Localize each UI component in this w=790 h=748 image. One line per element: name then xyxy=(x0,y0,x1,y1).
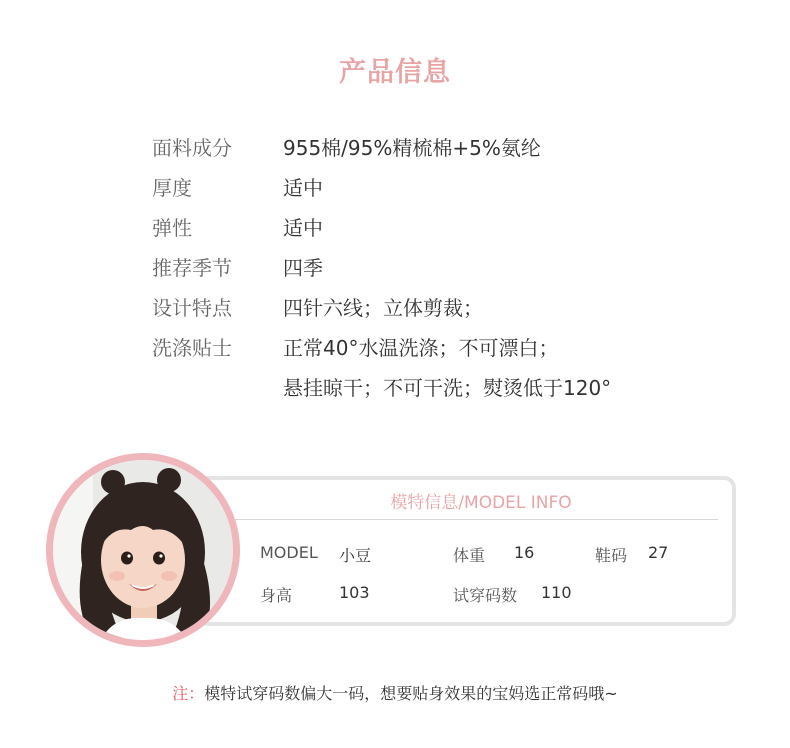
spec-value: 适中 xyxy=(283,176,323,200)
model-info-card xyxy=(196,476,736,626)
spec-row-thickness xyxy=(152,173,611,213)
model-info-heading: 模特信息/MODEL INFO xyxy=(390,493,572,513)
spec-value: 955棉/95%精梳棉+5%氨纶 xyxy=(283,136,541,160)
spec-row-design xyxy=(152,293,611,333)
model-info-divider xyxy=(224,519,718,520)
spec-value: 四针六线；立体剪裁； xyxy=(283,296,483,320)
spec-row-washing xyxy=(152,333,611,373)
model-trial-size-label: 试穿码数 xyxy=(453,586,518,605)
spec-label: 设计特点 xyxy=(152,296,232,320)
model-name-label: MODEL xyxy=(260,543,318,562)
spec-row-season xyxy=(152,253,611,293)
model-shoe-value: 27 xyxy=(648,543,669,562)
model-height-value: 103 xyxy=(339,583,370,602)
spec-label: 弹性 xyxy=(152,216,192,240)
spec-row-elasticity xyxy=(152,213,611,253)
model-photo xyxy=(53,460,233,640)
model-name-value: 小豆 xyxy=(339,546,372,565)
spec-label: 厚度 xyxy=(152,176,192,200)
size-note-prefix: 注： xyxy=(172,684,205,703)
page-title: 产品信息 xyxy=(339,57,451,88)
spec-value: 适中 xyxy=(283,216,323,240)
size-note-text: 模特试穿码数偏大一码，想要贴身效果的宝妈选正常码哦~ xyxy=(204,684,618,703)
spec-table xyxy=(152,133,611,413)
spec-label: 洗涤贴士 xyxy=(152,336,232,360)
spec-label xyxy=(152,373,283,413)
spec-value: 正常40°水温洗涤；不可漂白； xyxy=(283,336,559,360)
model-avatar xyxy=(46,453,240,647)
model-weight-label: 体重 xyxy=(453,546,486,565)
spec-row-fabric xyxy=(152,133,611,173)
spec-label: 面料成分 xyxy=(152,136,232,160)
spec-row-washing-continued xyxy=(152,373,611,413)
spec-value: 悬挂晾干；不可干洗；熨烫低于120° xyxy=(283,376,612,400)
model-height-label: 身高 xyxy=(260,586,293,605)
spec-label: 推荐季节 xyxy=(152,256,232,280)
size-note xyxy=(0,681,790,704)
model-trial-size-value: 110 xyxy=(541,583,572,602)
model-weight-value: 16 xyxy=(514,543,535,562)
model-shoe-label: 鞋码 xyxy=(595,546,628,565)
model-photo-illustration xyxy=(53,460,233,640)
spec-value: 四季 xyxy=(283,256,323,280)
